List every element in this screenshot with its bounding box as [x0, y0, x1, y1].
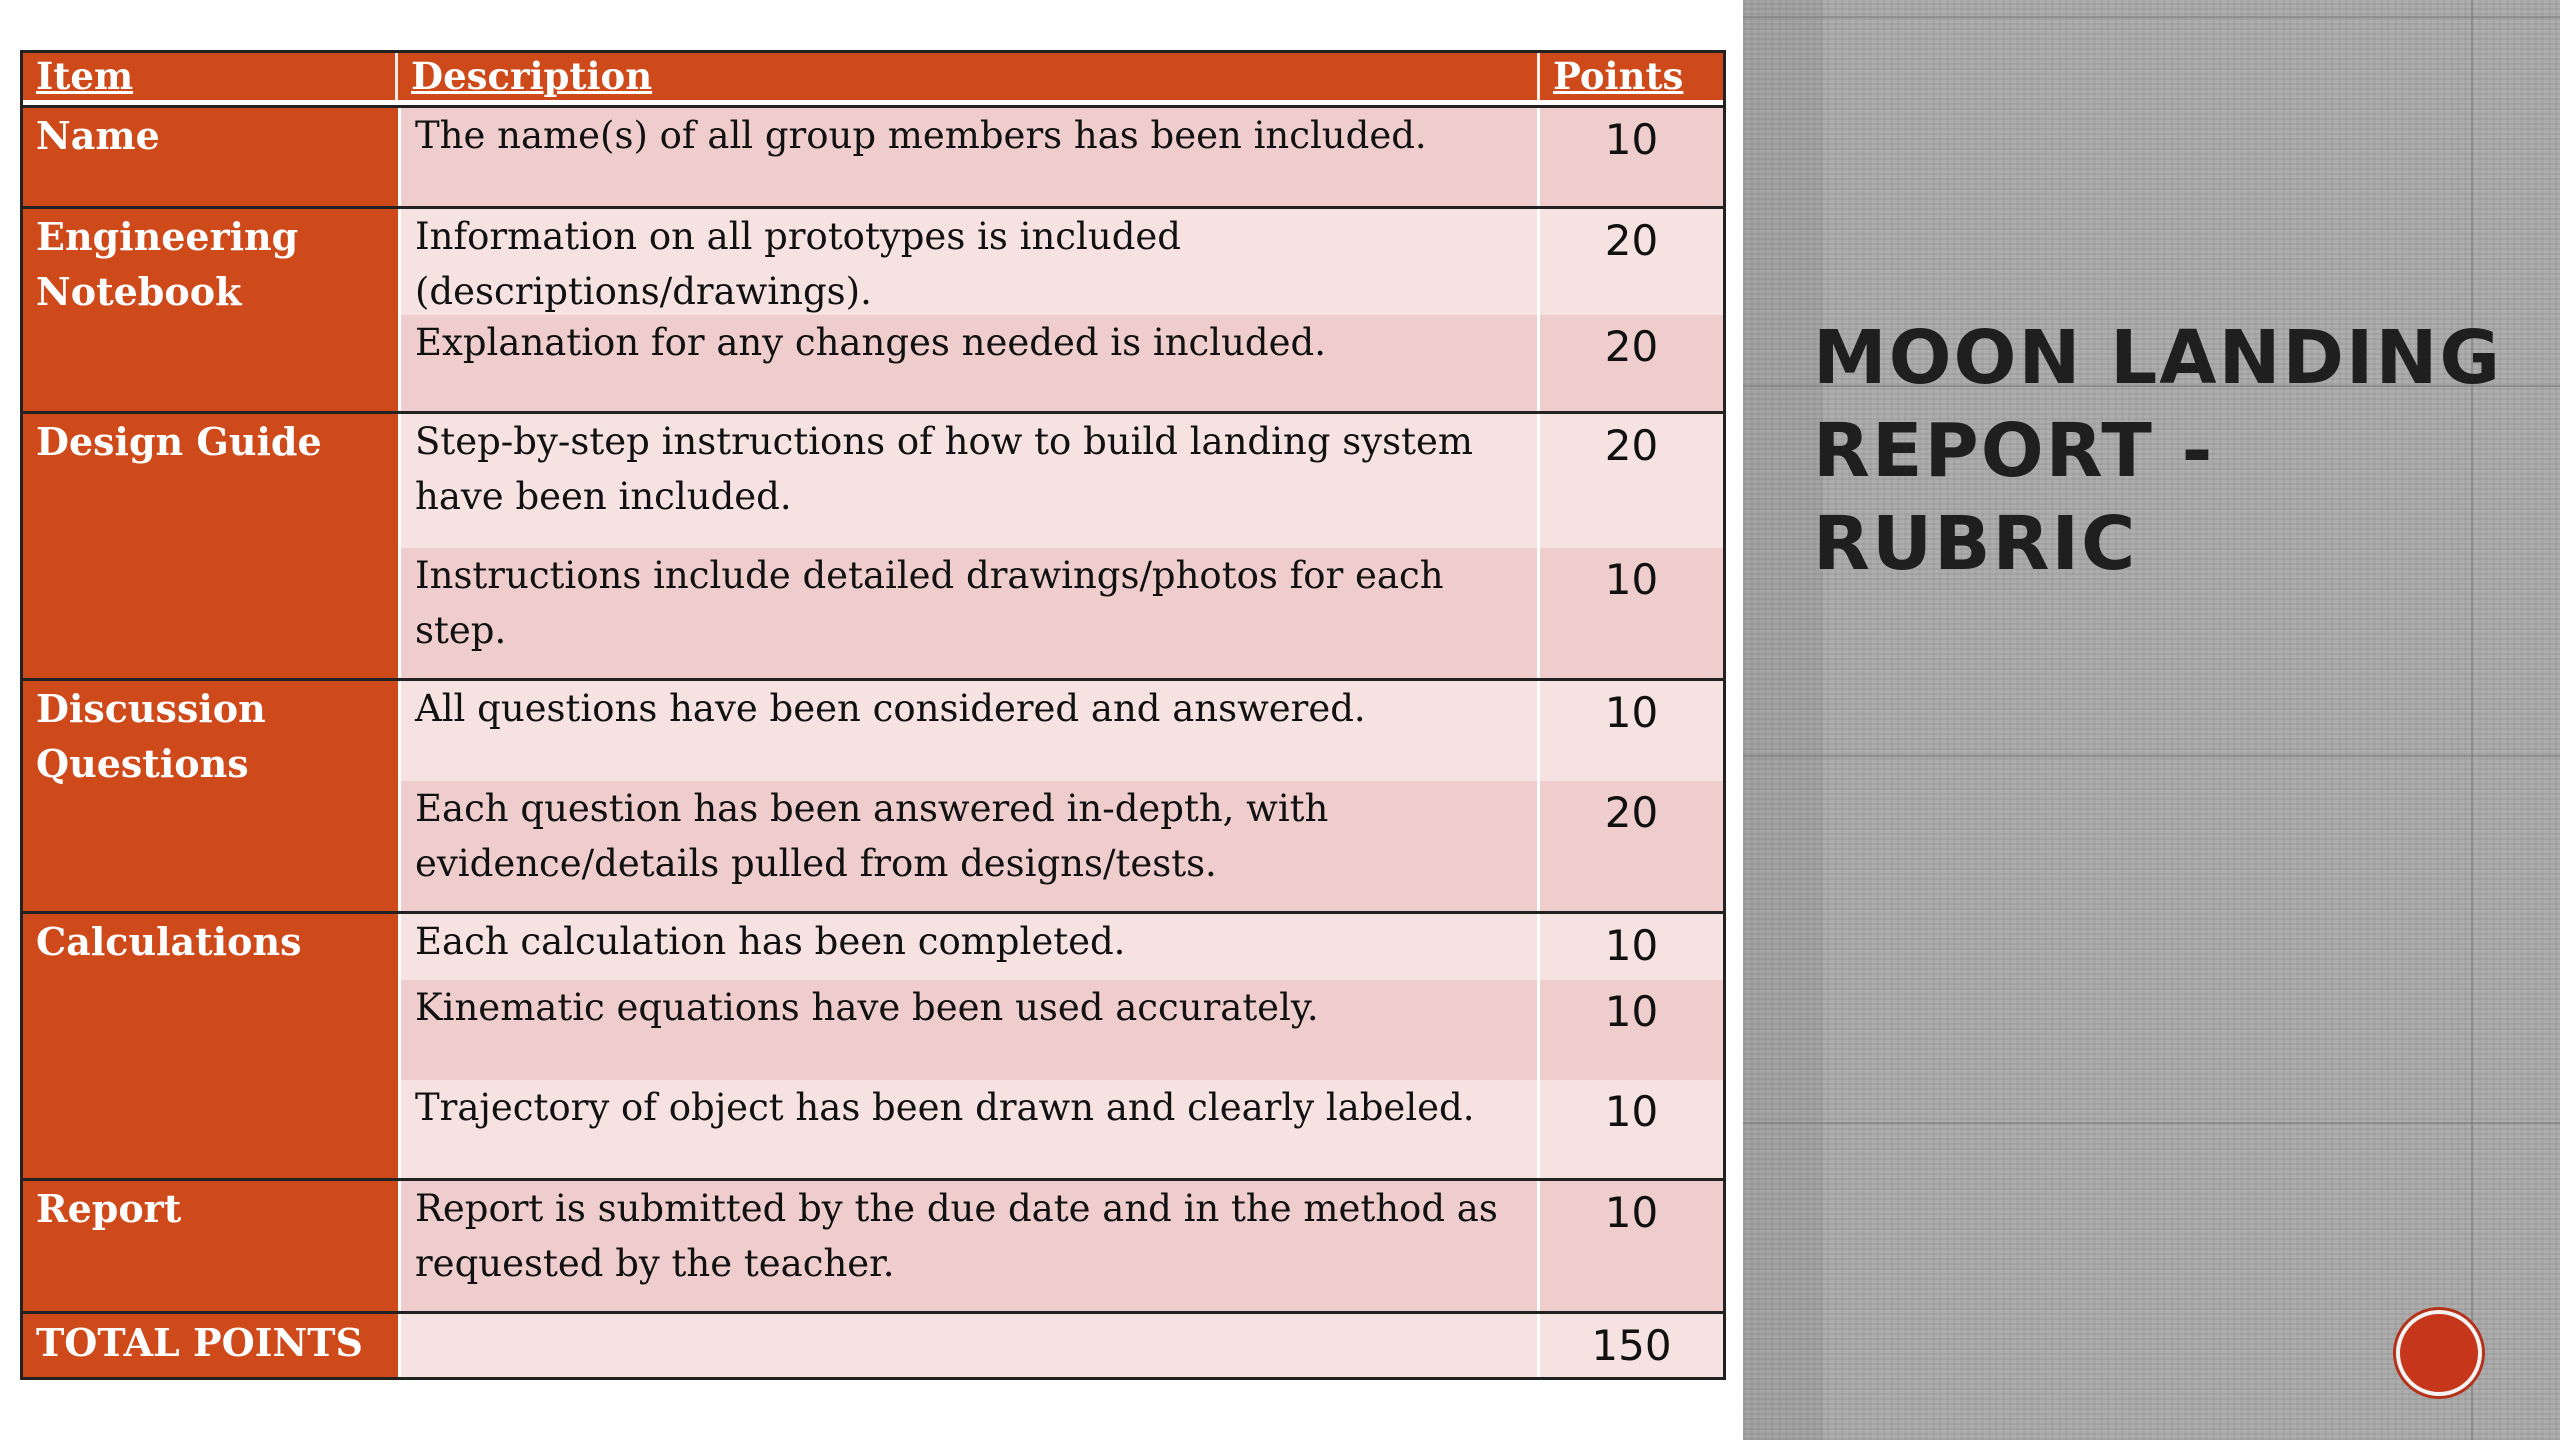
row-points: 20 [1604, 322, 1659, 371]
total-row [23, 1311, 1723, 1377]
header-points: Points [1553, 54, 1684, 98]
row-points: 20 [1604, 788, 1659, 837]
row-points: 20 [1604, 421, 1659, 470]
row-description: Each calculation has been completed. [398, 914, 1540, 980]
table-row [398, 1181, 1723, 1311]
side-panel [1743, 0, 2560, 1440]
total-label: TOTAL POINTS [23, 1314, 398, 1377]
table-row [398, 315, 1723, 411]
item-label: Design Guide [23, 414, 398, 678]
panel-grid-line [2471, 0, 2473, 1440]
table-row [398, 1080, 1723, 1178]
row-description: Information on all prototypes is included (descriptions/drawings). [398, 209, 1540, 315]
header-item: Item [23, 53, 398, 100]
item-label: Engineering Notebook [23, 209, 398, 411]
row-description: The name(s) of all group members has been included. [398, 108, 1540, 206]
row-points: 10 [1604, 921, 1659, 970]
row-description: Step-by-step instructions of how to build landing system have been included. [398, 414, 1540, 548]
table-row [398, 914, 1723, 980]
panel-grid-line [1743, 16, 2560, 18]
group-report [23, 1178, 1723, 1311]
row-points: 10 [1604, 1087, 1659, 1136]
nav-circle-button[interactable] [2396, 1310, 2482, 1396]
slide-title-line1: MOON LANDING [1813, 315, 2503, 401]
item-label: Calculations [23, 914, 398, 1178]
row-points: 10 [1604, 1188, 1659, 1237]
header-description: Description [398, 53, 1540, 100]
group-design-guide [23, 411, 1723, 678]
panel-grid-line [1743, 1122, 2560, 1124]
panel-grid-line [1743, 755, 2560, 757]
group-discussion-questions [23, 678, 1723, 911]
row-points: 10 [1604, 688, 1659, 737]
total-description [398, 1314, 1540, 1377]
row-description: Each question has been answered in-depth, with evidence/details pulled from designs/tests. [398, 781, 1540, 911]
total-points: 150 [1540, 1314, 1723, 1377]
table-row [398, 980, 1723, 1080]
rubric-table [20, 50, 1726, 1380]
row-description: Instructions include detailed drawings/photos for each step. [398, 548, 1540, 678]
table-row [398, 108, 1723, 206]
row-points: 20 [1604, 216, 1659, 265]
item-label: Name [23, 108, 398, 206]
group-calculations [23, 911, 1723, 1178]
group-engineering-notebook [23, 206, 1723, 411]
table-row [398, 681, 1723, 781]
table-row [398, 414, 1723, 548]
row-points: 10 [1604, 555, 1659, 604]
side-panel-band [1743, 0, 1823, 1440]
table-row [398, 781, 1723, 911]
row-description: Trajectory of object has been drawn and clearly labeled. [398, 1080, 1540, 1178]
item-label: Report [23, 1181, 398, 1311]
row-points: 10 [1604, 115, 1659, 164]
row-description: Kinematic equations have been used accurately. [398, 980, 1540, 1080]
slide-title [1813, 312, 2513, 591]
table-row [398, 209, 1723, 315]
group-name [23, 105, 1723, 206]
row-points: 10 [1604, 987, 1659, 1036]
table-row [398, 548, 1723, 678]
table-header [23, 53, 1723, 105]
row-description: All questions have been considered and answered. [398, 681, 1540, 781]
row-description: Report is submitted by the due date and in the method as requested by the teacher. [398, 1181, 1540, 1311]
item-label: Discussion Questions [23, 681, 398, 911]
slide-title-line2: REPORT - RUBRIC [1813, 408, 2215, 587]
row-description: Explanation for any changes needed is included. [398, 315, 1540, 411]
